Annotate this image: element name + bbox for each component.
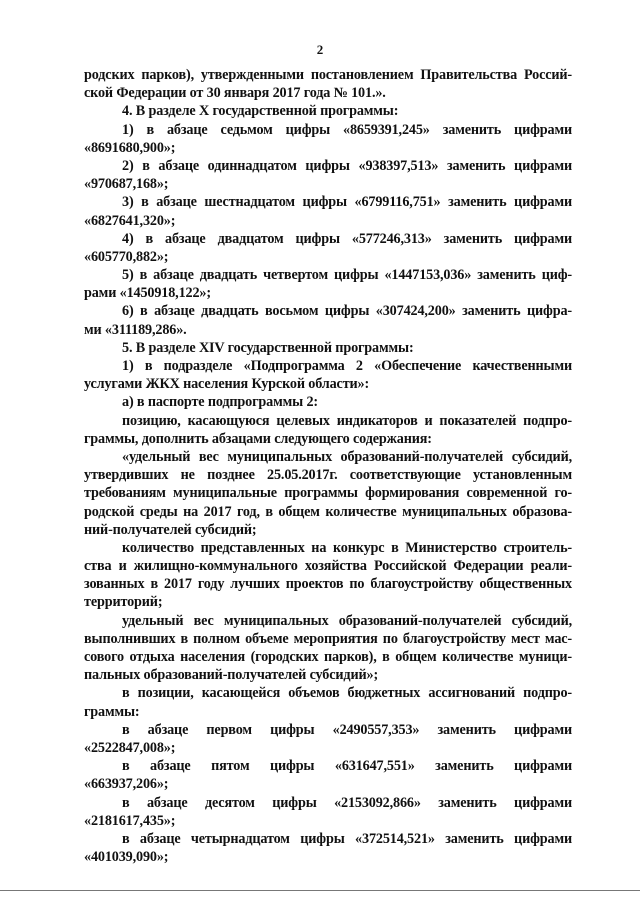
text-line: ми «311189,286».: [84, 321, 187, 338]
text-line: в абзаце четырнадцатом цифры «372514,521» заменить цифрами: [122, 830, 572, 847]
text-line: 1) в абзаце седьмом цифры «8659391,245» заменить цифрами: [122, 121, 572, 138]
text-line: ний-получателей субсидий;: [84, 521, 257, 538]
text-line: «удельный вес муниципальных образований-получателей субсидий,: [122, 448, 572, 465]
text-line: «8691680,900»;: [84, 139, 176, 156]
text-line: 6) в абзаце двадцать восьмом цифры «307424,200» заменить цифра-: [122, 303, 572, 320]
text-line: граммы:: [84, 703, 140, 720]
text-line: граммы, дополнить абзацами следующего содержания:: [84, 430, 432, 447]
text-line: «2522847,008»;: [84, 739, 176, 756]
text-line: в абзаце десятом цифры «2153092,866» заменить цифрами: [122, 794, 572, 811]
text-line: «2181617,435»;: [84, 812, 176, 829]
text-line: «970687,168»;: [84, 176, 169, 193]
text-line: требованиям муниципальные программы формирования современной го-: [84, 485, 572, 502]
text-line: в абзаце первом цифры «2490557,353» заменить цифрами: [122, 721, 572, 738]
text-line: утвердивших не позднее 25.05.2017г. соответствующие установленным: [84, 467, 572, 484]
text-line: зованных в 2017 году лучших проектов по благоустройству общественных: [84, 576, 572, 593]
text-line: 1) в подразделе «Подпрограмма 2 «Обеспечение качественными: [122, 358, 572, 374]
text-line: ства и жилищно-коммунального хозяйства Российской Федерации реали-: [84, 558, 572, 575]
page-bottom-divider: [0, 890, 640, 891]
text-line: рами «1450918,122»;: [84, 285, 211, 302]
text-line: родских парков), утвержденными постановлением Правительства Россий-: [84, 67, 572, 83]
text-line: территорий;: [84, 594, 163, 611]
text-line: 4) в абзаце двадцатом цифры «577246,313» заменить цифрами: [122, 230, 572, 247]
text-line: 2) в абзаце одиннадцатом цифры «938397,513» заменить цифрами: [122, 157, 572, 174]
text-line: а) в паспорте подпрограммы 2:: [122, 394, 318, 411]
text-line: «401039,090»;: [84, 849, 169, 866]
text-line: 5) в абзаце двадцать четвертом цифры «1447153,036» заменить циф-: [122, 267, 572, 284]
text-line: 4. В разделе X государственной программы:: [122, 103, 399, 120]
page-number: 2: [316, 42, 324, 57]
text-line: ской Федерации от 30 января 2017 года № 101.».: [84, 85, 386, 102]
text-line: выполнивших в полном объеме мероприятия по благоустройству мест мас-: [84, 630, 572, 647]
text-line: количество представленных на конкурс в Министерство строитель-: [122, 539, 572, 556]
text-line: сового отдыха населения (городских парков), в общем количестве муници-: [84, 649, 572, 665]
text-line: «663937,206»;: [84, 776, 169, 793]
text-line: позицию, касающуюся целевых индикаторов и показателей подпро-: [122, 412, 572, 429]
text-line: родской среды на 2017 год, в общем количестве муниципальных образова-: [84, 503, 572, 520]
text-line: пальных образований-получателей субсидий»;: [84, 667, 379, 684]
text-line: 5. В разделе XIV государственной программы:: [122, 339, 414, 356]
text-line: «605770,882»;: [84, 248, 169, 265]
text-line: удельный вес муниципальных образований-получателей субсидий,: [122, 612, 572, 629]
text-line: «6827641,320»;: [84, 212, 176, 229]
text-line: в позиции, касающейся объемов бюджетных ассигнований подпро-: [122, 685, 572, 702]
text-line: услугами ЖКХ населения Курской области»:: [84, 376, 370, 393]
text-line: в абзаце пятом цифры «631647,551» заменить цифрами: [122, 758, 572, 775]
text-line: 3) в абзаце шестнадцатом цифры «6799116,751» заменить цифрами: [122, 194, 572, 211]
document-body: [84, 66, 572, 866]
